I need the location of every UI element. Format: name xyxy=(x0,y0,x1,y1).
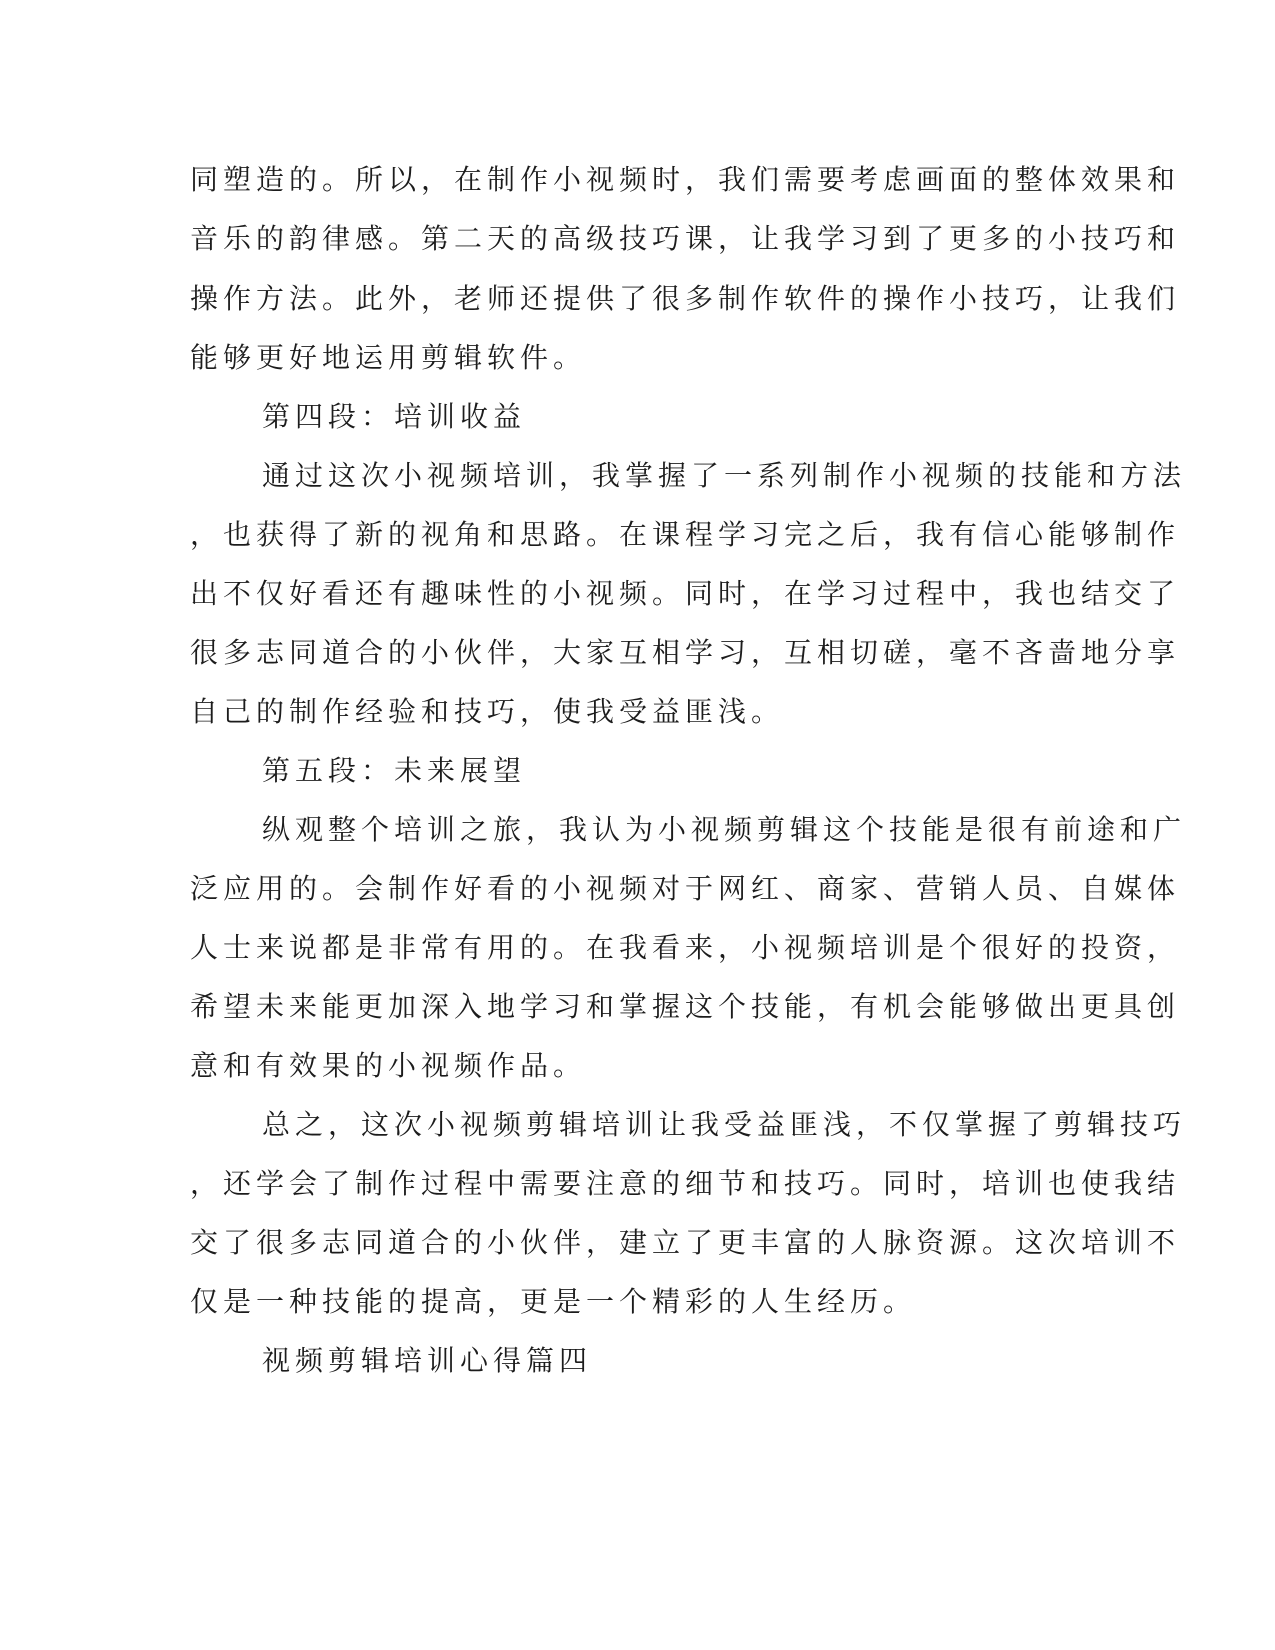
paragraph-line: 总之，这次小视频剪辑培训让我受益匪浅，不仅掌握了剪辑技巧 xyxy=(262,1108,1187,1141)
paragraph-line: 同塑造的。所以，在制作小视频时，我们需要考虑画面的整体效果和 xyxy=(190,163,1181,196)
paragraph-line: 自己的制作经验和技巧，使我受益匪浅。 xyxy=(190,695,785,728)
paragraph-line: 仅是一种技能的提高，更是一个精彩的人生经历。 xyxy=(190,1285,917,1318)
paragraph-line: 希望未来能更加深入地学习和掌握这个技能，有机会能够做出更具创 xyxy=(190,990,1181,1023)
section-heading: 第五段：未来展望 xyxy=(262,754,527,787)
paragraph-line: 通过这次小视频培训，我掌握了一系列制作小视频的技能和方法 xyxy=(262,459,1187,492)
paragraph-line: 纵观整个培训之旅，我认为小视频剪辑这个技能是很有前途和广 xyxy=(262,813,1187,846)
paragraph-line: 泛应用的。会制作好看的小视频对于网红、商家、营销人员、自媒体 xyxy=(190,872,1181,905)
paragraph-line: ，也获得了新的视角和思路。在课程学习完之后，我有信心能够制作 xyxy=(190,518,1181,551)
paragraph-line: 音乐的韵律感。第二天的高级技巧课，让我学习到了更多的小技巧和 xyxy=(190,222,1181,255)
paragraph-line: 人士来说都是非常有用的。在我看来，小视频培训是个很好的投资， xyxy=(190,931,1181,964)
paragraph-line: 意和有效果的小视频作品。 xyxy=(190,1049,587,1082)
section-heading: 视频剪辑培训心得篇四 xyxy=(262,1344,593,1377)
paragraph-line: ，还学会了制作过程中需要注意的细节和技巧。同时，培训也使我结 xyxy=(190,1167,1181,1200)
section-heading: 第四段：培训收益 xyxy=(262,400,527,433)
paragraph-line: 出不仅好看还有趣味性的小视频。同时，在学习过程中，我也结交了 xyxy=(190,577,1181,610)
paragraph-line: 交了很多志同道合的小伙伴，建立了更丰富的人脉资源。这次培训不 xyxy=(190,1226,1181,1259)
paragraph-line: 能够更好地运用剪辑软件。 xyxy=(190,341,587,374)
paragraph-line: 很多志同道合的小伙伴，大家互相学习，互相切磋，毫不吝啬地分享 xyxy=(190,636,1181,669)
paragraph-line: 操作方法。此外，老师还提供了很多制作软件的操作小技巧，让我们 xyxy=(190,282,1181,315)
